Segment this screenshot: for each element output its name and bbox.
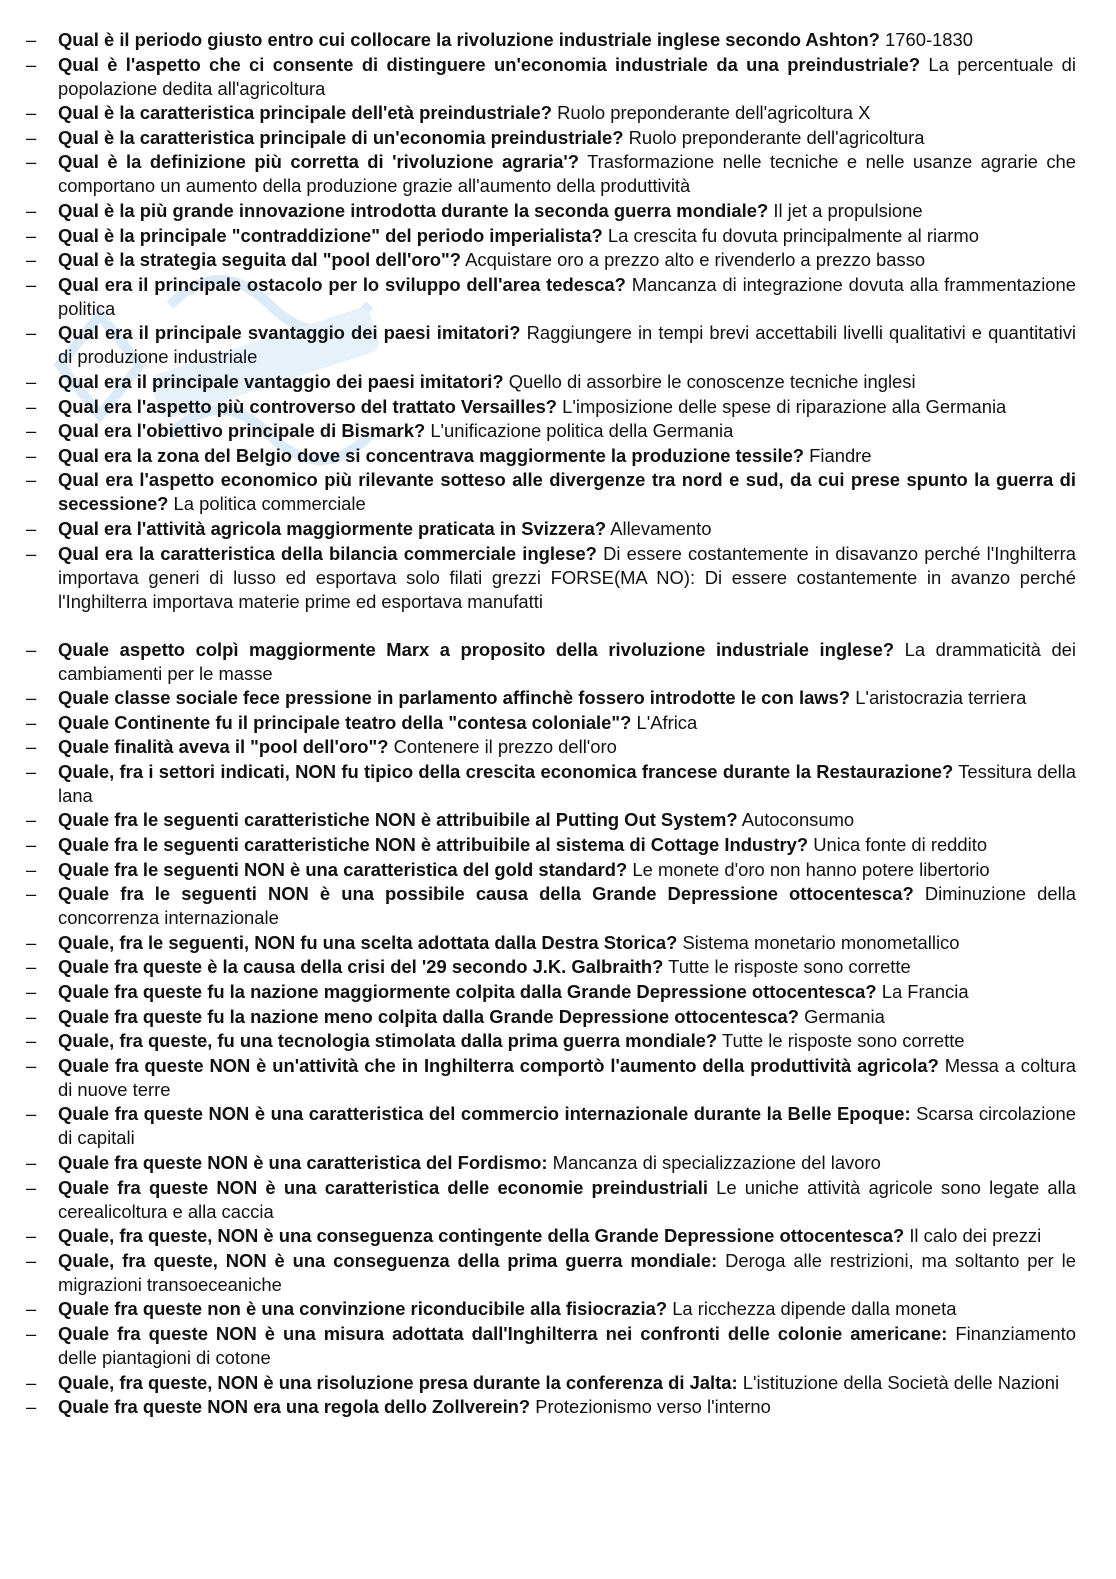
answer-text: La crescita fu dovuta principalmente al riarmo — [607, 224, 979, 246]
list-item — [26, 1054, 1076, 1102]
list-item — [26, 53, 1076, 101]
bullet-dash: – — [26, 736, 37, 758]
question-text: Quale fra queste fu la nazione meno colpita dalla Grande Depressione ottocentesca? — [58, 1005, 799, 1027]
question-text: Qual è la definizione più corretta di 'rivoluzione agraria'? — [58, 151, 579, 173]
answer-text: Acquistare oro a prezzo alto e rivenderlo a prezzo basso — [465, 249, 926, 271]
bullet-dash: – — [26, 760, 37, 782]
answer-text: Contenere il prezzo dell'oro — [393, 736, 617, 758]
list-item — [26, 1029, 1076, 1053]
list-item — [26, 321, 1076, 369]
list-item — [26, 542, 1076, 614]
question-text: Quale fra le seguenti caratteristiche NON è attribuibile al sistema di Cottage Industry? — [58, 834, 809, 856]
question-text: Qual era la caratteristica della bilancia commerciale inglese? — [58, 542, 597, 564]
question-text: Qual era l'attività agricola maggiormente praticata in Svizzera? — [58, 517, 607, 539]
bullet-dash: – — [26, 1396, 37, 1418]
bullet-dash: – — [26, 273, 37, 295]
list-item — [26, 370, 1076, 394]
answer-text: Allevamento — [610, 517, 712, 539]
list-item — [26, 638, 1076, 686]
question-text: Quale Continente fu il principale teatro della "contesa coloniale"? — [58, 711, 632, 733]
bullet-dash: – — [26, 395, 37, 417]
bullet-dash: – — [26, 1249, 37, 1271]
answer-text: La Francia — [881, 981, 969, 1003]
question-text: Quale fra le seguenti NON è una possibile causa della Grande Depressione ottocentesca? — [58, 883, 914, 905]
bullet-dash: – — [26, 1030, 37, 1052]
bullet-dash: – — [26, 1152, 37, 1173]
bullet-dash: – — [26, 1103, 37, 1125]
question-text: Quale finalità aveva il "pool dell'oro"? — [58, 736, 389, 758]
answer-text: Protezionismo verso l'interno — [535, 1396, 771, 1418]
answer-text: Tutte le risposte sono corrette — [668, 956, 911, 978]
answer-text: Deroga alle restrizioni, ma soltanto per le migrazioni transoeceaniche — [58, 1249, 1076, 1295]
bullet-dash: – — [26, 1054, 37, 1076]
question-text: Quale, fra queste, NON è una risoluzione presa durante la conferenza di Jalta: — [58, 1371, 738, 1393]
bullet-dash: – — [26, 322, 37, 344]
answer-text: Germania — [804, 1005, 885, 1027]
list-item — [26, 1395, 1076, 1419]
answer-text: L'aristocrazia terriera — [855, 687, 1027, 709]
list-item — [26, 686, 1076, 710]
question-text: Qual è la più grande innovazione introdotta durante la seconda guerra mondiale? — [58, 199, 769, 221]
answer-text: Unica fonte di reddito — [813, 834, 988, 856]
question-text: Quale fra queste è la causa della crisi del '29 secondo J.K. Galbraith? — [58, 956, 664, 978]
list-item — [26, 150, 1076, 198]
bullet-dash: – — [26, 1005, 37, 1027]
bullet-dash: – — [26, 1322, 37, 1344]
bullet-dash: – — [26, 834, 37, 856]
list-item — [26, 1151, 1076, 1175]
answer-text: Le uniche attività agricole sono legate alla cerealicoltura e alla caccia — [58, 1176, 1076, 1222]
bullet-dash: – — [26, 1298, 37, 1320]
question-text: Qual è la caratteristica principale dell'età preindustriale? — [58, 102, 552, 124]
bullet-dash: – — [26, 126, 37, 148]
answer-text: Trasformazione nelle tecniche e nelle usanze agrarie che comportano un aumento della produzione grazie all'aumento della produttività — [58, 151, 1077, 197]
list-item — [26, 444, 1076, 468]
bullet-dash: – — [26, 249, 37, 271]
bullet-dash: – — [26, 53, 37, 75]
bullet-dash: – — [26, 517, 37, 539]
question-text: Qual è la strategia seguita dal "pool dell'oro"? — [58, 249, 461, 271]
answer-text: Sistema monetario monometallico — [682, 931, 960, 953]
answer-text: Ruolo preponderante dell'agricoltura — [628, 126, 925, 148]
bullet-dash: – — [26, 224, 37, 246]
answer-text: Ruolo preponderante dell'agricoltura X — [557, 102, 871, 124]
answer-text: Finanziamento delle piantagioni di cotone — [58, 1322, 1076, 1368]
question-text: Quale fra queste non è una convinzione riconducibile alla fisiocrazia? — [58, 1298, 668, 1320]
bullet-dash: – — [26, 687, 37, 709]
question-text: Quale, fra i settori indicati, NON fu tipico della crescita economica francese durante la Restaurazione? — [58, 760, 954, 782]
list-item — [26, 28, 1076, 52]
bullet-dash: – — [26, 931, 37, 953]
answer-text: Di essere costantemente in disavanzo perché l'Inghilterra importava generi di lusso ed esportava solo filati grezzi FORSE(MA NO): Di essere costantemente in avanzo perché l'Inghilterra importava materie prime ed esportava manufatti — [58, 542, 1076, 612]
list-item — [26, 224, 1076, 248]
question-text: Quale fra le seguenti NON è una caratteristica del gold standard? — [58, 858, 628, 880]
bullet-dash: – — [26, 420, 37, 442]
question-text: Quale classe sociale fece pressione in parlamento affinchè fossero introdotte le con laws? — [58, 687, 851, 709]
list-item — [26, 273, 1076, 321]
question-text: Qual era la zona del Belgio dove si concentrava maggiormente la produzione tessile? — [58, 444, 805, 466]
list-item — [26, 980, 1076, 1004]
answer-text: Quello di assorbire le conoscenze tecniche inglesi — [508, 370, 916, 392]
answer-text: Messa a coltura di nuove terre — [58, 1054, 1076, 1100]
bullet-dash: – — [26, 542, 37, 564]
list-item — [26, 1249, 1076, 1297]
question-text: Quale fra queste NON è una caratteristica delle economie preindustriali — [58, 1176, 708, 1198]
list-item — [26, 126, 1076, 150]
list-item — [26, 760, 1076, 808]
answer-text: La politica commerciale — [173, 493, 366, 515]
answer-text: Diminuzione della concorrenza internazionale — [58, 883, 1076, 929]
answer-text: La percentuale di popolazione dedita all'agricoltura — [58, 53, 1076, 99]
answer-text: La drammaticità dei cambiamenti per le masse — [58, 638, 1076, 684]
bullet-dash: – — [26, 1371, 37, 1393]
bullet-dash: – — [26, 956, 37, 978]
question-text: Quale fra le seguenti caratteristiche NON è attribuibile al Putting Out System? — [58, 809, 738, 831]
answer-text: Fiandre — [809, 444, 872, 466]
list-item — [26, 468, 1076, 516]
question-text: Qual era il principale ostacolo per lo sviluppo dell'area tedesca? — [58, 273, 626, 295]
answer-text: Il jet a propulsione — [773, 199, 923, 221]
question-text: Quale, fra queste, NON è una conseguenza contingente della Grande Depressione ottocentesca? — [58, 1225, 905, 1247]
answer-text: Tutte le risposte sono corrette — [721, 1030, 965, 1052]
answer-text: La ricchezza dipende dalla moneta — [672, 1298, 957, 1320]
bullet-dash: – — [26, 809, 37, 831]
list-item — [26, 931, 1076, 955]
bullet-dash: – — [26, 469, 37, 491]
bullet-dash: – — [26, 981, 37, 1003]
list-item — [26, 1176, 1076, 1224]
question-text: Quale fra queste NON era una regola dello Zollverein? — [58, 1396, 531, 1418]
qa-list — [26, 28, 1076, 1419]
question-text: Qual era l'aspetto più controverso del trattato Versailles? — [58, 395, 558, 417]
question-text: Quale fra queste fu la nazione maggiormente colpita dalla Grande Depressione ottocentesca? — [58, 981, 877, 1003]
answer-text: Scarsa circolazione di capitali — [58, 1103, 1076, 1149]
question-text: Quale, fra le seguenti, NON fu una scelta adottata dalla Destra Storica? — [58, 931, 678, 953]
list-item — [26, 955, 1076, 979]
answer-text: L'imposizione delle spese di riparazione alla Germania — [562, 395, 1007, 417]
list-item — [26, 395, 1076, 419]
answer-text: Mancanza di integrazione dovuta alla frammentazione politica — [58, 273, 1076, 319]
question-text: Qual è il periodo giusto entro cui collocare la rivoluzione industriale inglese secondo Ashton? — [58, 29, 880, 50]
list-item — [26, 1322, 1076, 1370]
answer-text: Tessitura della lana — [58, 760, 1076, 806]
list-item — [26, 101, 1076, 125]
list-item — [26, 1102, 1076, 1150]
bullet-dash: – — [26, 858, 37, 880]
bullet-dash: – — [26, 102, 37, 124]
bullet-dash: – — [26, 638, 37, 660]
question-text: Quale fra queste NON è una caratteristica del Fordismo: — [58, 1152, 548, 1173]
question-text: Qual era il principale vantaggio dei paesi imitatori? — [58, 370, 504, 392]
answer-text: Mancanza di specializzazione del lavoro — [552, 1152, 881, 1173]
list-item — [26, 735, 1076, 759]
list-item — [26, 199, 1076, 223]
question-text: Qual è la principale "contraddizione" del periodo imperialista? — [58, 224, 603, 246]
bullet-dash: – — [26, 151, 37, 173]
answer-text: L'unificazione politica della Germania — [430, 420, 734, 442]
list-item — [26, 1224, 1076, 1248]
list-item — [26, 882, 1076, 930]
bullet-dash: – — [26, 199, 37, 221]
question-text: Qual era il principale svantaggio dei paesi imitatori? — [58, 322, 521, 344]
bullet-dash: – — [26, 883, 37, 905]
bullet-dash: – — [26, 444, 37, 466]
bullet-dash: – — [26, 29, 37, 50]
list-item — [26, 248, 1076, 272]
list-item — [26, 858, 1076, 882]
question-text: Quale fra queste NON è un'attività che in Inghilterra comportò l'aumento della produttività agricola? — [58, 1054, 939, 1076]
bullet-dash: – — [26, 1176, 37, 1198]
answer-text: L'Africa — [636, 711, 698, 733]
question-text: Quale fra queste NON è una misura adottata dall'Inghilterra nei confronti delle colonie americane: — [58, 1322, 948, 1344]
answer-text: Il calo dei prezzi — [909, 1225, 1042, 1247]
question-text: Qual è la caratteristica principale di un'economia preindustriale? — [58, 126, 624, 148]
answer-text: L'istituzione della Società delle Nazioni — [742, 1371, 1060, 1393]
question-text: Qual era l'obiettivo principale di Bismark? — [58, 420, 426, 442]
list-item — [26, 1371, 1076, 1395]
answer-text: Autoconsumo — [741, 809, 855, 831]
question-text: Qual è l'aspetto che ci consente di distinguere un'economia industriale da una preindustriale? — [58, 53, 921, 75]
answer-text: 1760-1830 — [885, 29, 973, 50]
question-text: Quale fra queste NON è una caratteristica del commercio internazionale durante la Belle Epoque: — [58, 1103, 911, 1125]
answer-text: Raggiungere in tempi brevi accettabili livelli qualitativi e quantitativi di produzione industriale — [58, 322, 1076, 368]
question-text: Quale, fra queste, fu una tecnologia stimolata dalla prima guerra mondiale? — [58, 1030, 718, 1052]
document-page — [26, 28, 1076, 1420]
list-item — [26, 833, 1076, 857]
bullet-dash: – — [26, 370, 37, 392]
bullet-dash: – — [26, 1225, 37, 1247]
question-text: Qual era l'aspetto economico più rilevante sotteso alle divergenze tra nord e sud, da cui prese spunto la guerra di secessione? — [58, 469, 1076, 515]
list-item — [26, 711, 1076, 735]
list-item — [26, 1005, 1076, 1029]
list-item — [26, 419, 1076, 443]
bullet-dash: – — [26, 711, 37, 733]
question-text: Quale, fra queste, NON è una conseguenza della prima guerra mondiale: — [58, 1249, 718, 1271]
list-item — [26, 517, 1076, 541]
list-item — [26, 1297, 1076, 1321]
question-text: Quale aspetto colpì maggiormente Marx a proposito della rivoluzione industriale inglese? — [58, 638, 895, 660]
answer-text: Le monete d'oro non hanno potere libertorio — [632, 858, 990, 880]
list-item — [26, 808, 1076, 832]
